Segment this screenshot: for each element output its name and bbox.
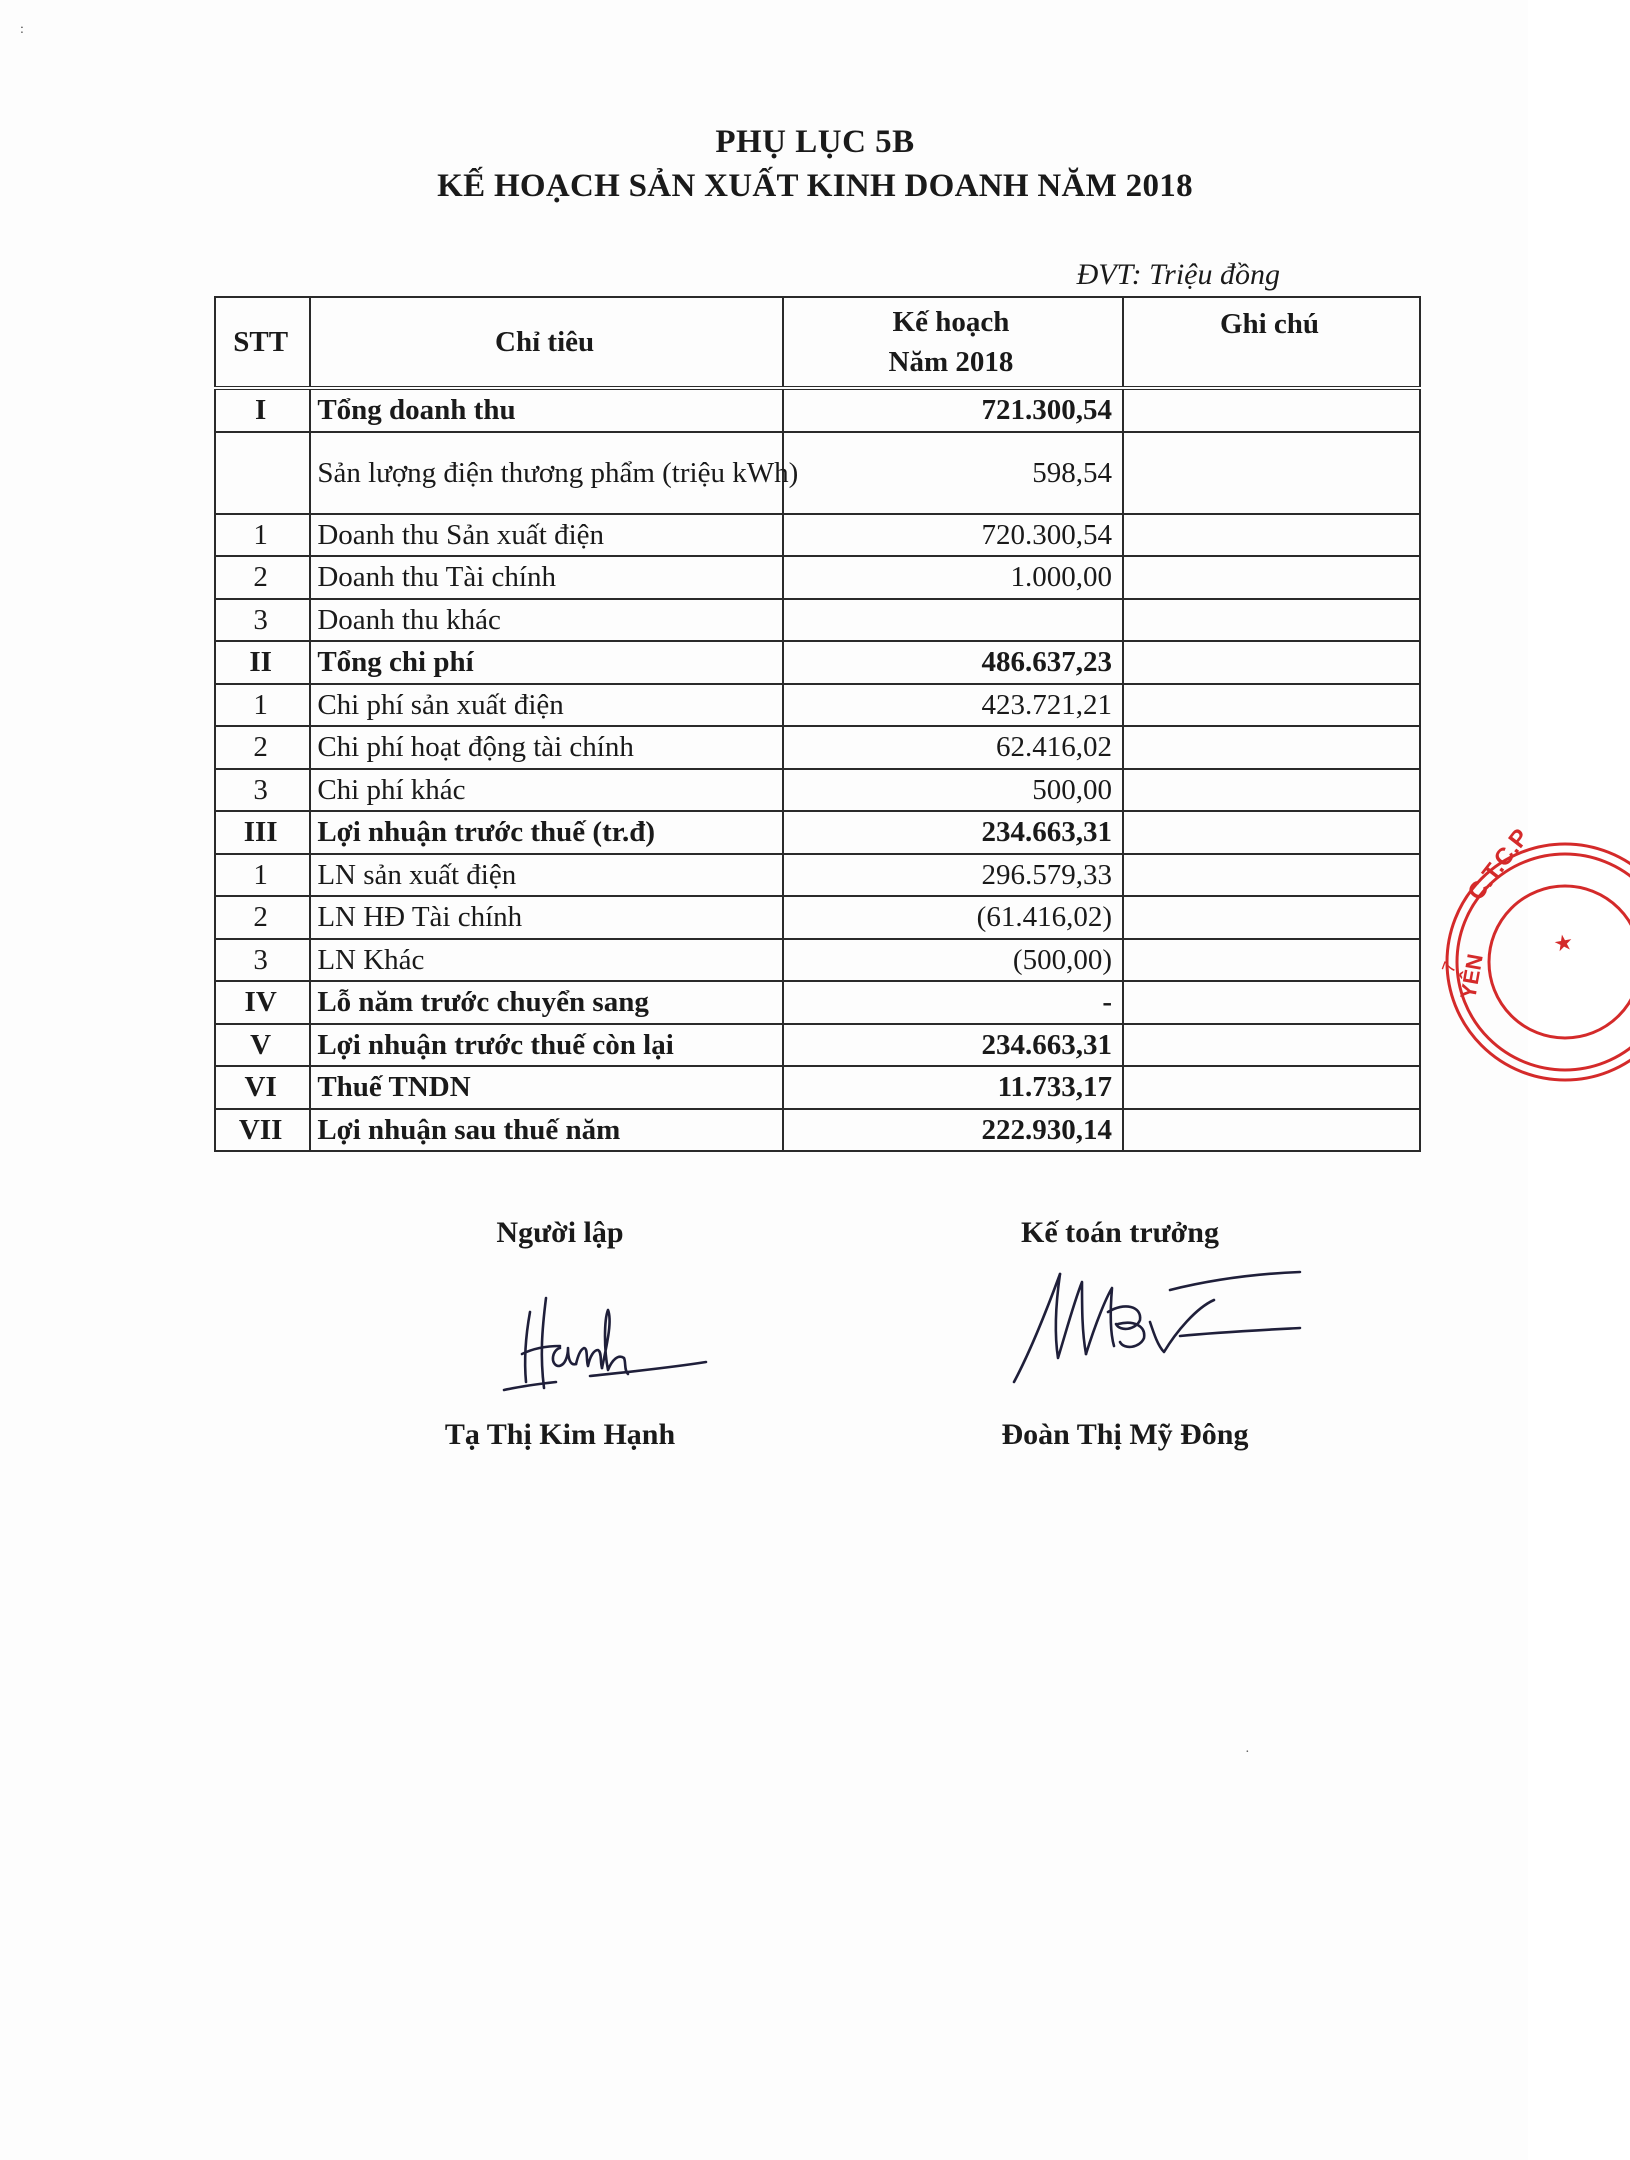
row-note	[1123, 641, 1420, 684]
accountant-signature	[1000, 1262, 1320, 1392]
row-name: Doanh thu Sản xuất điện	[310, 514, 783, 557]
row-value: -	[783, 981, 1123, 1024]
table-row	[215, 556, 1420, 599]
row-stt: I	[215, 388, 310, 432]
table-row	[215, 388, 1420, 432]
header-indicator: Chỉ tiêu	[310, 297, 783, 388]
row-value: 721.300,54	[783, 388, 1123, 432]
row-name: Chi phí hoạt động tài chính	[310, 726, 783, 769]
row-stt: 1	[215, 684, 310, 727]
row-name: Lỗ năm trước chuyển sang	[310, 981, 783, 1024]
header-plan	[783, 297, 1123, 388]
row-stt: 3	[215, 939, 310, 982]
preparer-block	[420, 1216, 700, 1250]
row-note	[1123, 896, 1420, 939]
table-body	[215, 388, 1420, 1151]
preparer-signature	[478, 1290, 718, 1410]
table-row	[215, 981, 1420, 1024]
row-note	[1123, 726, 1420, 769]
row-stt: 1	[215, 854, 310, 897]
row-value: 720.300,54	[783, 514, 1123, 557]
row-value: 296.579,33	[783, 854, 1123, 897]
row-stt	[215, 432, 310, 514]
row-name: LN Khác	[310, 939, 783, 982]
row-value: (61.416,02)	[783, 896, 1123, 939]
row-value: 486.637,23	[783, 641, 1123, 684]
unit-label: ĐVT: Triệu đồng	[1076, 258, 1280, 291]
accountant-name-block	[960, 1418, 1290, 1452]
row-name: Sản lượng điện thương phẩm (triệu kWh)	[310, 432, 783, 514]
row-name: Lợi nhuận trước thuế (tr.đ)	[310, 811, 783, 854]
row-stt: V	[215, 1024, 310, 1067]
row-value: 11.733,17	[783, 1066, 1123, 1109]
table-row	[215, 854, 1420, 897]
svg-text:7: 7	[1437, 959, 1461, 976]
plan-title: KẾ HOẠCH SẢN XUẤT KINH DOANH NĂM 2018	[437, 168, 1193, 204]
table-row	[215, 896, 1420, 939]
row-value: 234.663,31	[783, 811, 1123, 854]
row-name: Doanh thu Tài chính	[310, 556, 783, 599]
accountant-name: Đoàn Thị Mỹ Đông	[1001, 1418, 1249, 1451]
header-plan-line1: Kế hoạch	[892, 306, 1010, 338]
accountant-block	[970, 1216, 1270, 1250]
appendix-title: PHỤ LỤC 5B	[715, 124, 915, 160]
row-note	[1123, 388, 1420, 432]
row-stt: 2	[215, 556, 310, 599]
row-stt: 1	[215, 514, 310, 557]
table-header-row	[215, 297, 1420, 388]
row-name: Doanh thu khác	[310, 599, 783, 642]
row-value: 62.416,02	[783, 726, 1123, 769]
svg-text:C.T.C.P: C.T.C.P	[1462, 823, 1535, 906]
row-name: LN HĐ Tài chính	[310, 896, 783, 939]
table-row	[215, 769, 1420, 812]
row-note	[1123, 981, 1420, 1024]
row-note	[1123, 769, 1420, 812]
company-stamp	[1415, 823, 1576, 1092]
row-name: Tổng doanh thu	[310, 388, 783, 432]
table-row	[215, 514, 1420, 557]
row-stt: 3	[215, 769, 310, 812]
row-value: (500,00)	[783, 939, 1123, 982]
row-note	[1123, 556, 1420, 599]
row-stt: VI	[215, 1066, 310, 1109]
row-value: 598,54	[783, 432, 1123, 514]
svg-text:★: ★	[1551, 928, 1576, 957]
row-name: Chi phí sản xuất điện	[310, 684, 783, 727]
svg-text:YÊN: YÊN	[1455, 951, 1488, 1001]
row-stt: VII	[215, 1109, 310, 1152]
table-row	[215, 641, 1420, 684]
row-name: Thuế TNDN	[310, 1066, 783, 1109]
table-row	[215, 432, 1420, 514]
header-stt: STT	[215, 297, 310, 388]
row-name: LN sản xuất điện	[310, 854, 783, 897]
row-name: Lợi nhuận sau thuế năm	[310, 1109, 783, 1152]
plan-table	[214, 296, 1421, 1152]
table-row	[215, 1109, 1420, 1152]
table-row	[215, 811, 1420, 854]
header-plan-line2: Năm 2018	[888, 346, 1014, 378]
scan-speck: ·	[1245, 1745, 1250, 1760]
row-stt: II	[215, 641, 310, 684]
table-row	[215, 939, 1420, 982]
row-note	[1123, 1109, 1420, 1152]
row-value: 234.663,31	[783, 1024, 1123, 1067]
table-row	[215, 684, 1420, 727]
row-stt: III	[215, 811, 310, 854]
row-note	[1123, 514, 1420, 557]
row-value: 1.000,00	[783, 556, 1123, 599]
header-note: Ghi chú	[1123, 297, 1420, 388]
row-note	[1123, 599, 1420, 642]
table-row	[215, 1066, 1420, 1109]
row-note	[1123, 939, 1420, 982]
row-value: 423.721,21	[783, 684, 1123, 727]
row-stt: 2	[215, 726, 310, 769]
row-note	[1123, 1066, 1420, 1109]
row-note	[1123, 432, 1420, 514]
preparer-name: Tạ Thị Kim Hạnh	[444, 1418, 676, 1451]
row-stt: 3	[215, 599, 310, 642]
row-name: Tổng chi phí	[310, 641, 783, 684]
row-stt: IV	[215, 981, 310, 1024]
table-row	[215, 726, 1420, 769]
accountant-title: Kế toán trưởng	[1021, 1216, 1219, 1249]
row-value: 500,00	[783, 769, 1123, 812]
table-row	[215, 599, 1420, 642]
row-note	[1123, 811, 1420, 854]
row-note	[1123, 684, 1420, 727]
row-value: 222.930,14	[783, 1109, 1123, 1152]
scan-speck: :	[20, 22, 24, 37]
table-row	[215, 1024, 1420, 1067]
preparer-name-block	[410, 1418, 710, 1452]
row-note	[1123, 1024, 1420, 1067]
row-value	[783, 599, 1123, 642]
preparer-title: Người lập	[496, 1216, 624, 1249]
row-name: Lợi nhuận trước thuế còn lại	[310, 1024, 783, 1067]
row-name: Chi phí khác	[310, 769, 783, 812]
row-stt: 2	[215, 896, 310, 939]
row-note	[1123, 854, 1420, 897]
